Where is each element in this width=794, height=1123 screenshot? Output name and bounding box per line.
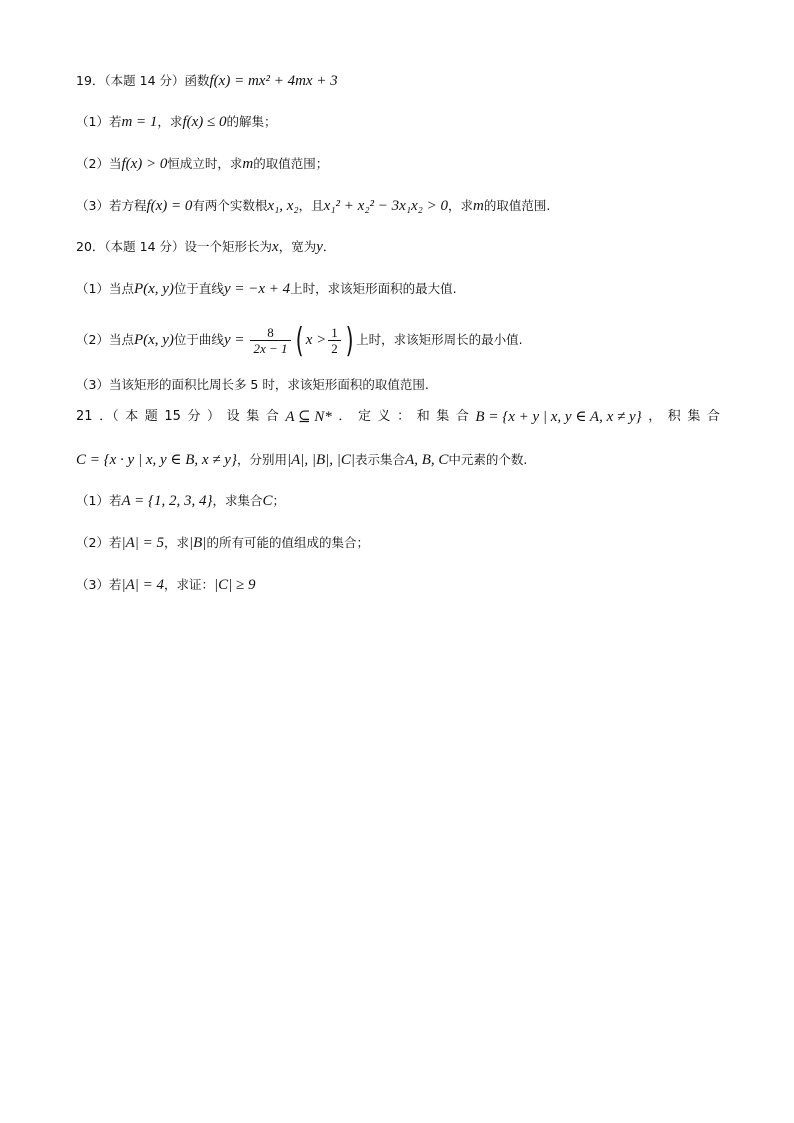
q20-part1: （1）当点P(x, y)位于直线y = −x + 4上时，求该矩形面积的最大值.: [76, 281, 457, 297]
q19-part3: （3）若方程f(x) = 0有两个实数根x₁, x₂，且x₁² + x₂² − 3x₁x₂ > 0，求m的取值范围.: [76, 198, 551, 214]
q21-part3: （3）若|A| = 4，求证：|C| ≥ 9: [76, 577, 256, 593]
q20-curve-fraction: $\frac{8}{2x - 1}$: [250, 325, 290, 356]
q20-condition-fraction: $\frac{1}{2}$: [328, 325, 341, 356]
q21-definition-line2: C = {x · y | x, y ∈ B, x ≠ y}，分别用|A|, |B|, |C|表示集合A, B, C中元素的个数.: [76, 452, 528, 468]
q19-part1: （1）若m = 1，求f(x) ≤ 0的解集；: [76, 114, 277, 130]
q21-part1: （1）若A = {1, 2, 3, 4}，求集合C；: [76, 493, 286, 509]
q21-part2: （2）若|A| = 5，求|B|的所有可能的值组成的集合；: [76, 535, 369, 551]
q19-function: f(x) = mx² + 4mx + 3: [209, 73, 338, 89]
q19-part2: （2）当f(x) > 0恒成立时，求m的取值范围；: [76, 156, 329, 172]
q20-part2: （2）当点P(x, y)位于曲线y = $\frac{8}{2x - 1}$ ( x > $\frac{1}{2}$ ) 上时，求该矩形周长的最小值.: [76, 320, 523, 361]
q21-heading: 21 ．（ 本 题 15 分 ） 设 集 合 A ⊆ N* ． 定 义 ： 和 集 合 B = {x + y | x, y ∈ A, x ≠ y} ， 积 集 合: [76, 409, 720, 425]
q20-heading: 20．（本题 14 分）设一个矩形长为x，宽为y．: [76, 239, 336, 255]
q19-heading: 19．（本题 14 分）函数f(x) = mx² + 4mx + 3: [76, 73, 338, 89]
q20-part3: （3）当该矩形的面积比周长多 5 时，求该矩形面积的取值范围.: [76, 377, 429, 392]
